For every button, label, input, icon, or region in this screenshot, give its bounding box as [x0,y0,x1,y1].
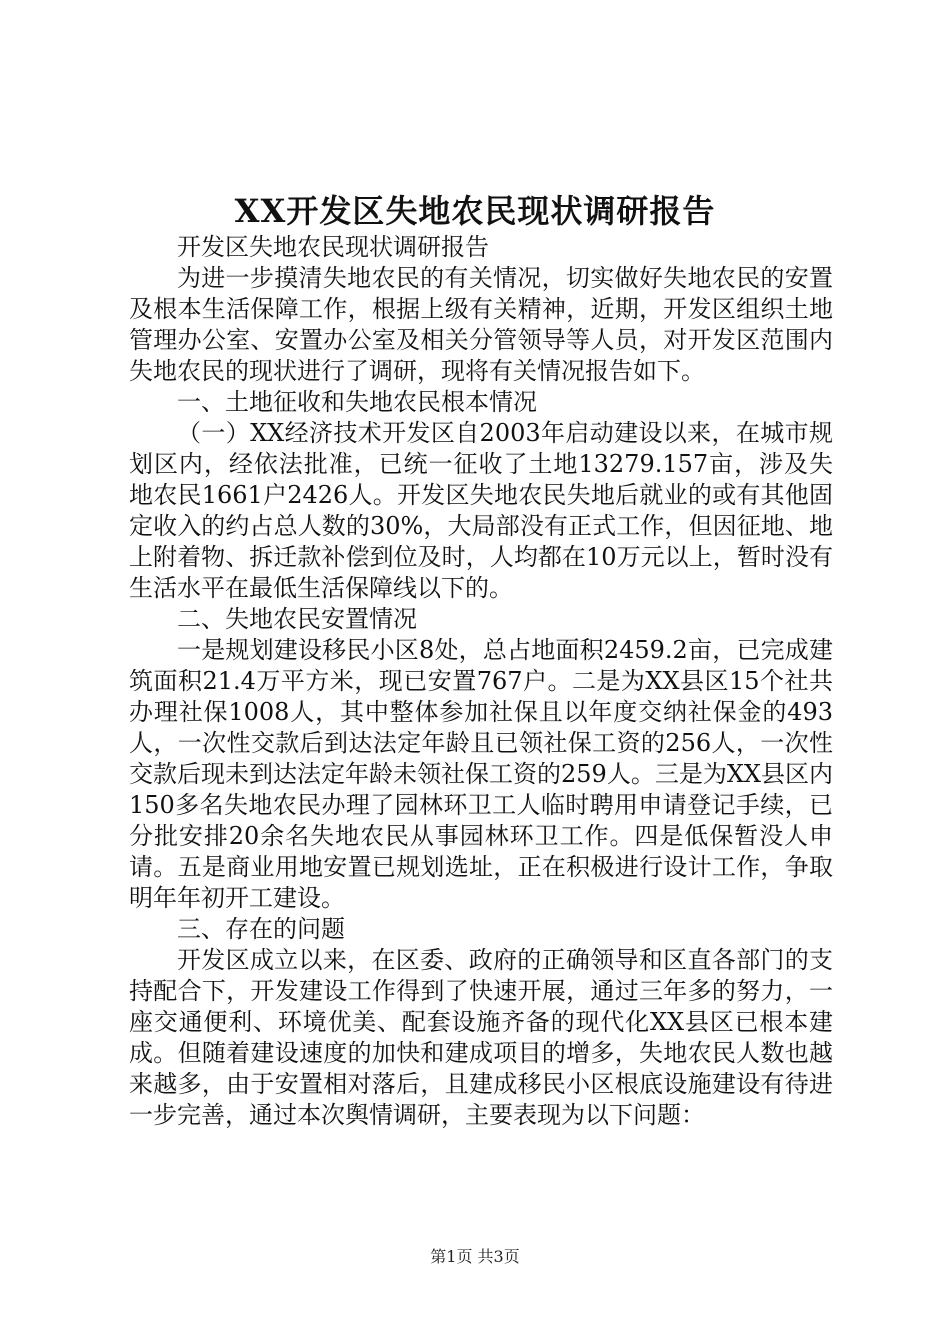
document-body [129,232,833,1131]
paragraph-subtitle: 开发区失地农民现状调研报告 [177,233,489,261]
document-title: XX开发区失地农民现状调研报告 [234,192,716,230]
paragraph-section-3: 开发区成立以来，在区委、政府的正确领导和区直各部门的支持配合下，开发建设工作得到了快速开展，通过三年多的努力，一座交通便利、环境优美、配套设施齐备的现代化XX县区已根本建成。但随着建设速度的加快和建成项目的增多，失地农民人数也越来越多，由于安置相对落后，且建成移民小区根底设施建设有待进一步完善，通过本次舆情调研，主要表现为以下问题： [129,946,833,1129]
paragraph-section-2: 一是规划建设移民小区8处，总占地面积2459.2亩，已完成建筑面积21.4万平方米，现已安置767户。二是为XX县区15个社共办理社保1008人，其中整体参加社保且以年度交纳社保金的493人，一次性交款后到达法定年龄且已领社保工资的256人，一次性交款后现未到达法定年龄未领社保工资的259人。三是为XX县区内150多名失地农民办理了园林环卫工人临时聘用申请登记手续，已分批安排20余名失地农民从事园林环卫工作。四是低保暂没人申请。五是商业用地安置已规划选址，正在积极进行设计工作，争取明年年初开工建设。 [129,636,833,912]
page-footer: 第1页 共3页 [430,1247,520,1266]
section-heading-3: 三、存在的问题 [177,915,345,943]
section-heading-2: 二、失地农民安置情况 [177,605,417,633]
section-heading-1: 一、土地征收和失地农民根本情况 [177,388,537,416]
paragraph-intro: 为进一步摸清失地农民的有关情况，切实做好失地农民的安置及根本生活保障工作，根据上级有关精神，近期，开发区组织土地管理办公室、安置办公室及相关分管领导等人员，对开发区范围内失地农民的现状进行了调研，现将有关情况报告如下。 [129,264,833,385]
paragraph-section-1: （一）XX经济技术开发区自2003年启动建设以来，在城市规划区内，经依法批准，已统一征收了土地13279.157亩，涉及失地农民1661户2426人。开发区失地农民失地后就业的或有其他固定收入的约占总人数的30%，大局部没有正式工作，但因征地、地上附着物、拆迁款补偿到位及时，人均都在10万元以上，暂时没有生活水平在最低生活保障线以下的。 [129,419,833,602]
